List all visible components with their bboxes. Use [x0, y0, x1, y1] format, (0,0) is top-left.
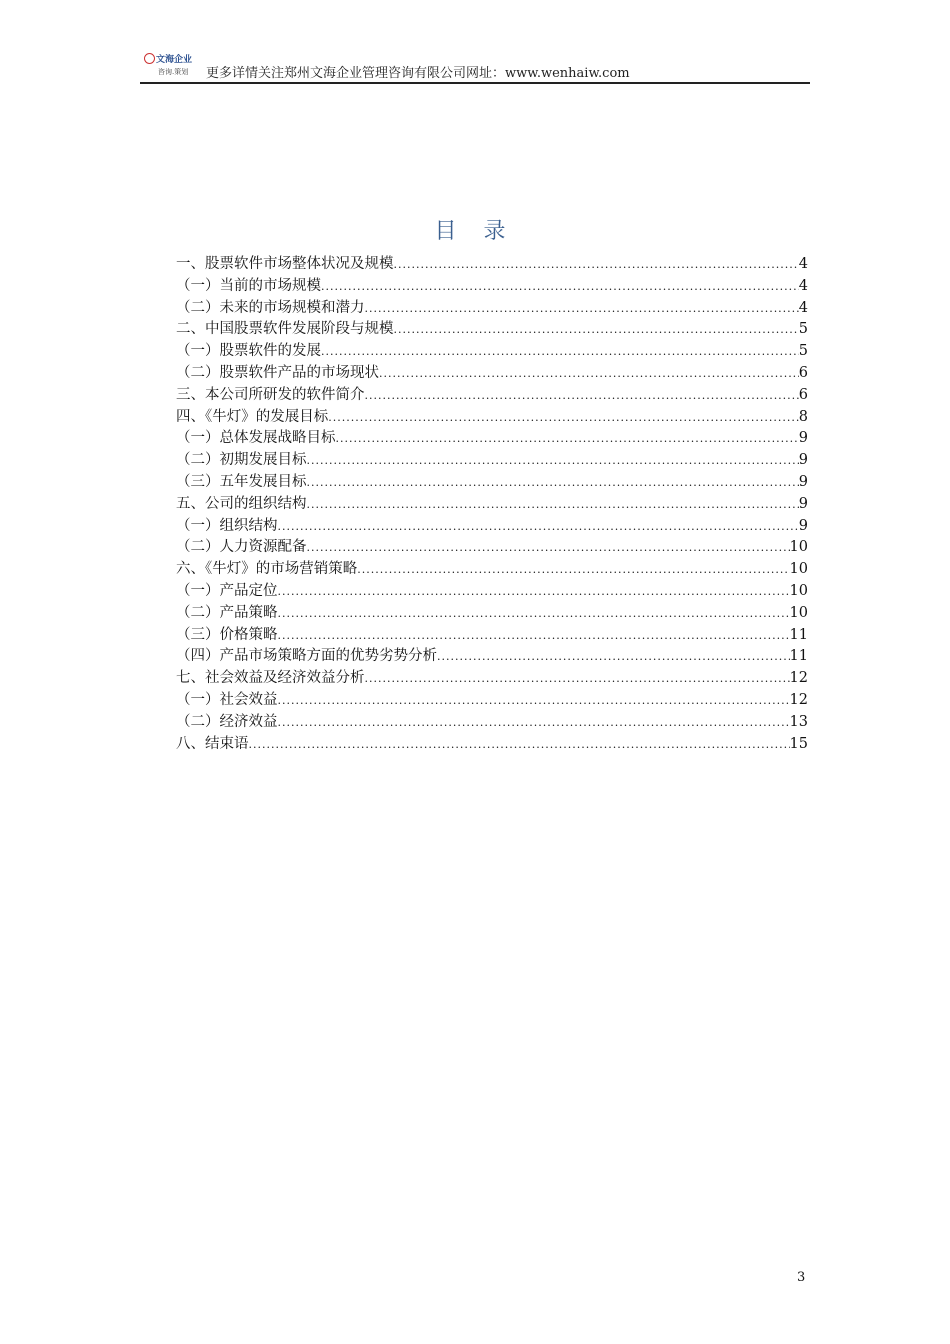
toc-entry-page: 8 [798, 408, 808, 425]
toc-leader-dots [321, 341, 799, 363]
page-number: 3 [797, 1270, 806, 1285]
toc-entry-label: （二）人力资源配备 [176, 539, 307, 556]
toc-entry-label: 三、本公司所研发的软件简介 [176, 386, 365, 403]
toc-entry-label: （一）组织结构 [176, 517, 278, 534]
toc-entry[interactable] [176, 385, 808, 407]
toc-leader-dots [278, 690, 790, 712]
company-logo [142, 52, 200, 78]
toc-leader-dots [249, 734, 790, 756]
toc-entry-page: 10 [789, 539, 808, 556]
toc-leader-dots [365, 385, 799, 407]
toc-entry-label: （二）产品策略 [176, 604, 278, 621]
toc-entry[interactable] [176, 690, 808, 712]
toc-entry-label: （一）产品定位 [176, 582, 278, 599]
toc-entry-label: 五、公司的组织结构 [176, 495, 307, 512]
toc-entry-page: 12 [789, 670, 808, 687]
toc-entry[interactable] [176, 537, 808, 559]
toc-entry[interactable] [176, 603, 808, 625]
toc-entry-label: 六、《牛灯》的市场营销策略 [176, 561, 358, 578]
toc-leader-dots [365, 668, 790, 690]
toc-entry-label: （一）当前的市场规模 [176, 277, 321, 294]
toc-entry-page: 9 [798, 517, 808, 534]
toc-entry-page: 9 [798, 452, 808, 469]
logo-name: 文海企业 [156, 55, 193, 65]
toc-leader-dots [278, 712, 790, 734]
toc-entry[interactable] [176, 581, 808, 603]
toc-entry-label: 八、结束语 [176, 735, 249, 752]
toc-entry-label: （三）五年发展目标 [176, 473, 307, 490]
toc-entry[interactable] [176, 494, 808, 516]
toc-leader-dots [379, 363, 799, 385]
toc-entry-page: 10 [789, 582, 808, 599]
toc-leader-dots [437, 646, 790, 668]
toc-leader-dots [307, 450, 799, 472]
toc-entry[interactable] [176, 428, 808, 450]
toc-entry[interactable] [176, 450, 808, 472]
toc-entry[interactable] [176, 712, 808, 734]
header-text: 更多详情关注郑州文海企业管理咨询有限公司网址：www.wenhaiw.com [206, 66, 630, 81]
toc-entry-label: 四、《牛灯》的发展目标 [176, 408, 329, 425]
toc-leader-dots [307, 472, 799, 494]
toc-entry-label: （二）经济效益 [176, 713, 278, 730]
logo-subtitle: 咨询.策划 [158, 68, 189, 76]
toc-entry-page: 9 [798, 473, 808, 490]
toc-entry[interactable] [176, 559, 808, 581]
toc-leader-dots [394, 319, 799, 341]
toc-entry-page: 6 [798, 364, 808, 381]
toc-entry-label: 二、中国股票软件发展阶段与规模 [176, 321, 394, 338]
toc-entry-page: 13 [789, 713, 808, 730]
toc-entry-page: 9 [798, 430, 808, 447]
toc-entry-label: （一）股票软件的发展 [176, 343, 321, 360]
toc-entry[interactable] [176, 625, 808, 647]
toc-entry-page: 12 [789, 691, 808, 708]
toc-leader-dots [278, 581, 790, 603]
toc-entry[interactable] [176, 363, 808, 385]
toc-entry-label: 一、股票软件市场整体状况及规模 [176, 256, 394, 272]
toc-entry-page: 11 [789, 648, 808, 665]
toc-leader-dots [365, 298, 799, 320]
logo-icon [144, 53, 155, 64]
toc-leader-dots [278, 603, 790, 625]
toc-entry[interactable] [176, 516, 808, 538]
toc-entry-page: 5 [798, 343, 808, 360]
toc-entry[interactable] [176, 341, 808, 363]
toc-leader-dots [394, 254, 799, 276]
toc-entry-page: 4 [798, 256, 808, 272]
toc-entry[interactable] [176, 276, 808, 298]
toc-entry-page: 4 [798, 277, 808, 294]
toc-leader-dots [328, 407, 799, 429]
toc-entry[interactable] [176, 646, 808, 668]
toc-leader-dots [278, 516, 799, 538]
toc-entry-label: （二）初期发展目标 [176, 452, 307, 469]
toc-entry-page: 4 [798, 299, 808, 316]
page-header [140, 52, 810, 84]
toc-entry-page: 10 [789, 604, 808, 621]
toc-entry[interactable] [176, 319, 808, 341]
toc-entry[interactable] [176, 668, 808, 690]
toc-entry-label: （一）总体发展战略目标 [176, 430, 336, 447]
toc-entry[interactable] [176, 472, 808, 494]
toc-leader-dots [278, 625, 790, 647]
toc-entry-page: 15 [789, 735, 808, 752]
toc-entry-page: 11 [789, 626, 808, 643]
toc-title: 目 录 [434, 219, 516, 244]
toc-entry-page: 6 [798, 386, 808, 403]
toc-entry-label: 七、社会效益及经济效益分析 [176, 670, 365, 687]
toc-entry-label: （二）未来的市场规模和潜力 [176, 299, 365, 316]
toc-entry-page: 10 [789, 561, 808, 578]
toc-entry[interactable] [176, 298, 808, 320]
toc-entry[interactable] [176, 407, 808, 429]
toc-leader-dots [307, 537, 790, 559]
toc-entry-label: （二）股票软件产品的市场现状 [176, 364, 379, 381]
toc-entry-label: （四）产品市场策略方面的优势劣势分析 [176, 648, 437, 665]
toc-entry[interactable] [176, 254, 808, 276]
toc-entry-page: 9 [798, 495, 808, 512]
toc-entry-label: （三）价格策略 [176, 626, 278, 643]
toc-entry-page: 5 [798, 321, 808, 338]
toc-leader-dots [307, 494, 799, 516]
table-of-contents [176, 254, 808, 755]
toc-entry[interactable] [176, 734, 808, 756]
toc-leader-dots [357, 559, 789, 581]
toc-entry-label: （一）社会效益 [176, 691, 278, 708]
toc-leader-dots [321, 276, 799, 298]
toc-leader-dots [336, 428, 799, 450]
